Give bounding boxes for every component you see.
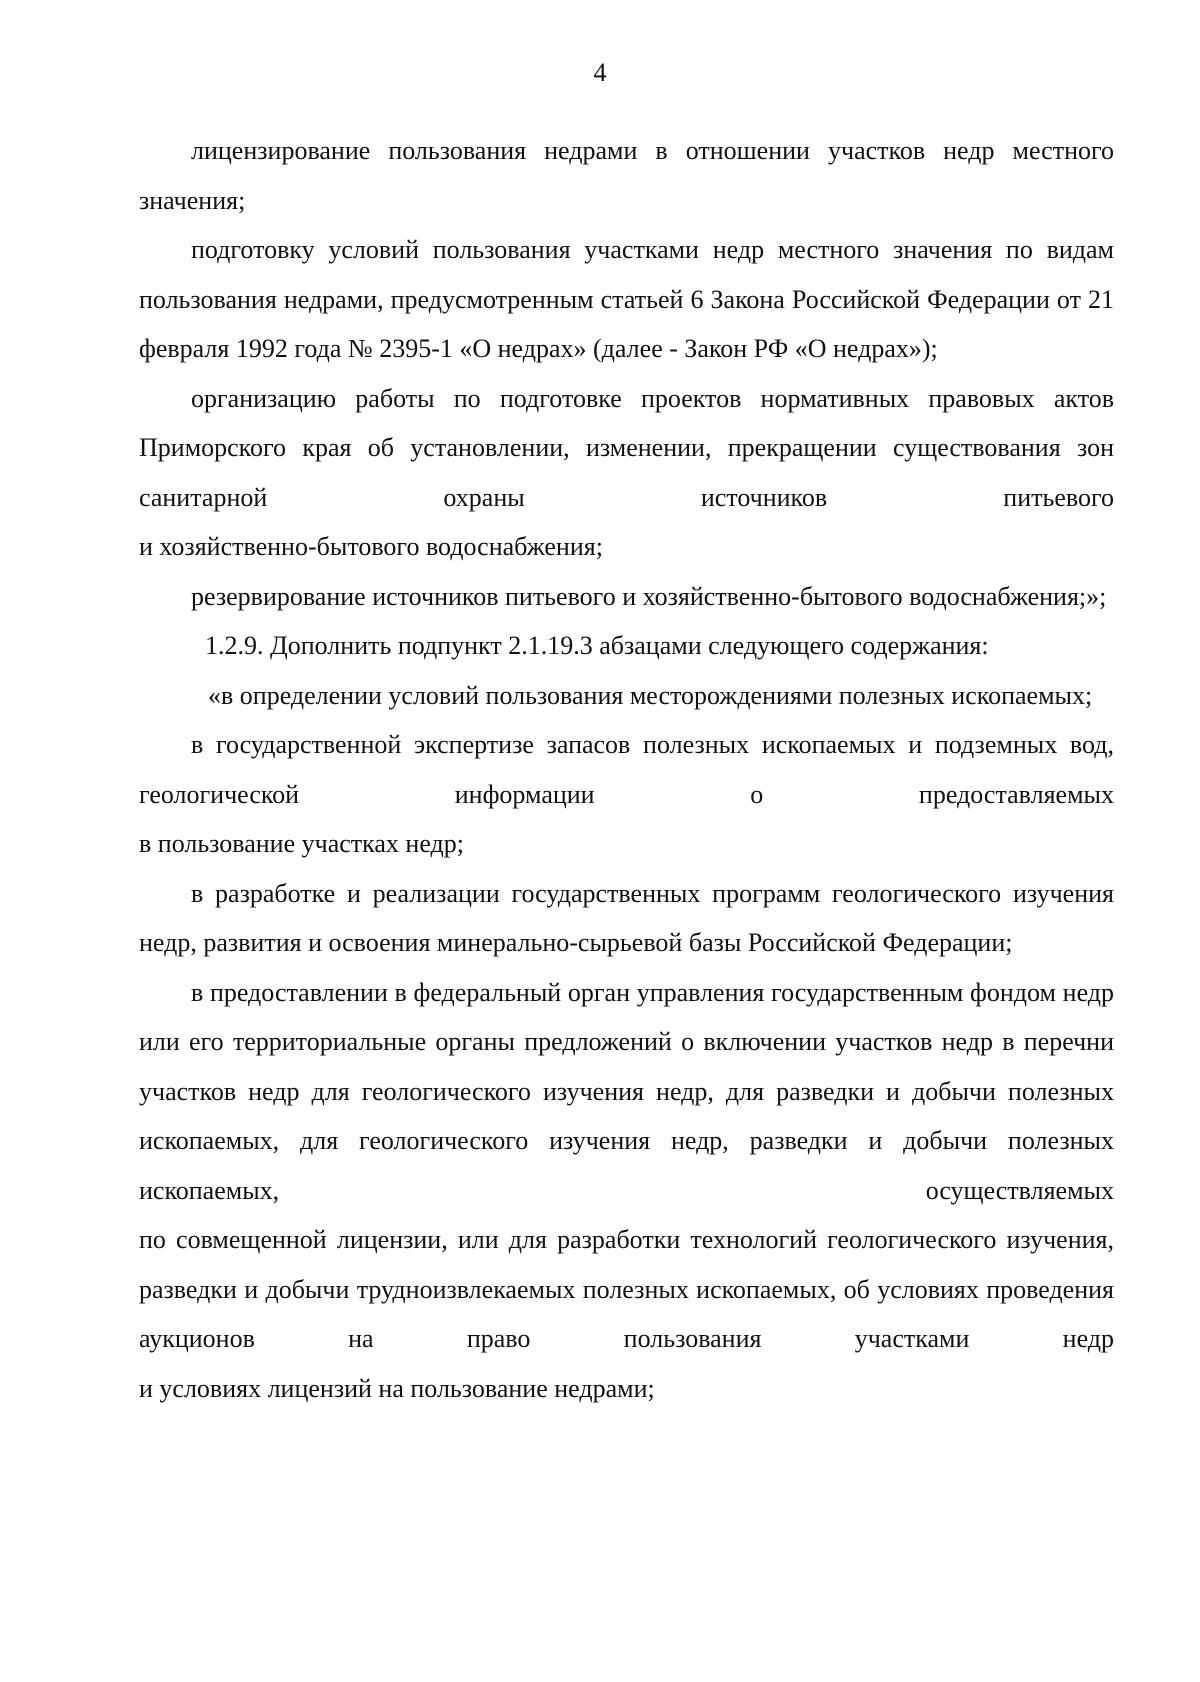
paragraph-licensing: лицензирование пользования недрами в отношении участков недр местного значения; [139,136,1114,215]
paragraph-usage-conditions: подготовку условий пользования участками недр местного значения по видам пользования недрами, предусмотренным статьей 6 Закона Российской Федерации от 21 февраля 1992 года № 2395-1 «О недрах» (далее - Закон РФ «О недрах»); [139,235,1114,363]
paragraph-state-programs: в разработке и реализации государственных программ геологического изучения недр, развития и освоения минерально-сырьевой базы Российской Федерации; [139,878,1114,957]
page-number: 4 [593,58,607,87]
document-body [139,126,1114,1413]
paragraph-deposit-conditions: «в определении условий пользования месторождениями полезных ископаемых; [208,680,1093,710]
paragraph-water-reservation: резервирование источников питьевого и хозяйственно-бытового водоснабжения;»; [191,581,1107,611]
paragraph-sanitary-zones-continued: и хозяйственно-бытового водоснабжения; [139,532,603,561]
paragraph-proposals-end: и условиях лицензий на пользование недрами; [139,1373,655,1403]
paragraph-proposals-continued: по совмещенной лицензии, или для разработки технологий геологического изучения, разведки и добычи трудноизвлекаемых полезных ископаемых, об условиях проведения аукционов на право пользования участками недр [139,1225,1114,1353]
paragraph-state-expertise-continued: в пользование участках недр; [139,829,464,858]
paragraph-state-expertise: в государственной экспертизе запасов полезных ископаемых и подземных вод, геологической информации о предоставляемых [139,730,1114,809]
paragraph-proposals: в предоставлении в федеральный орган управления государственным фондом недр или его территориальные органы предложений о включении участков недр в перечни участков недр для геологического изучения недр, для разведки и добычи полезных ископаемых, для геологического изучения недр, разведки и добычи полезных ископаемых, осуществляемых [139,977,1114,1205]
paragraph-sanitary-zones: организацию работы по подготовке проектов нормативных правовых актов Приморского края об установлении, изменении, прекращении существования зон санитарной охраны источников питьевого [139,383,1114,512]
paragraph-amendment-1-2-9: 1.2.9. Дополнить подпункт 2.1.19.3 абзацами следующего содержания: [205,631,989,660]
